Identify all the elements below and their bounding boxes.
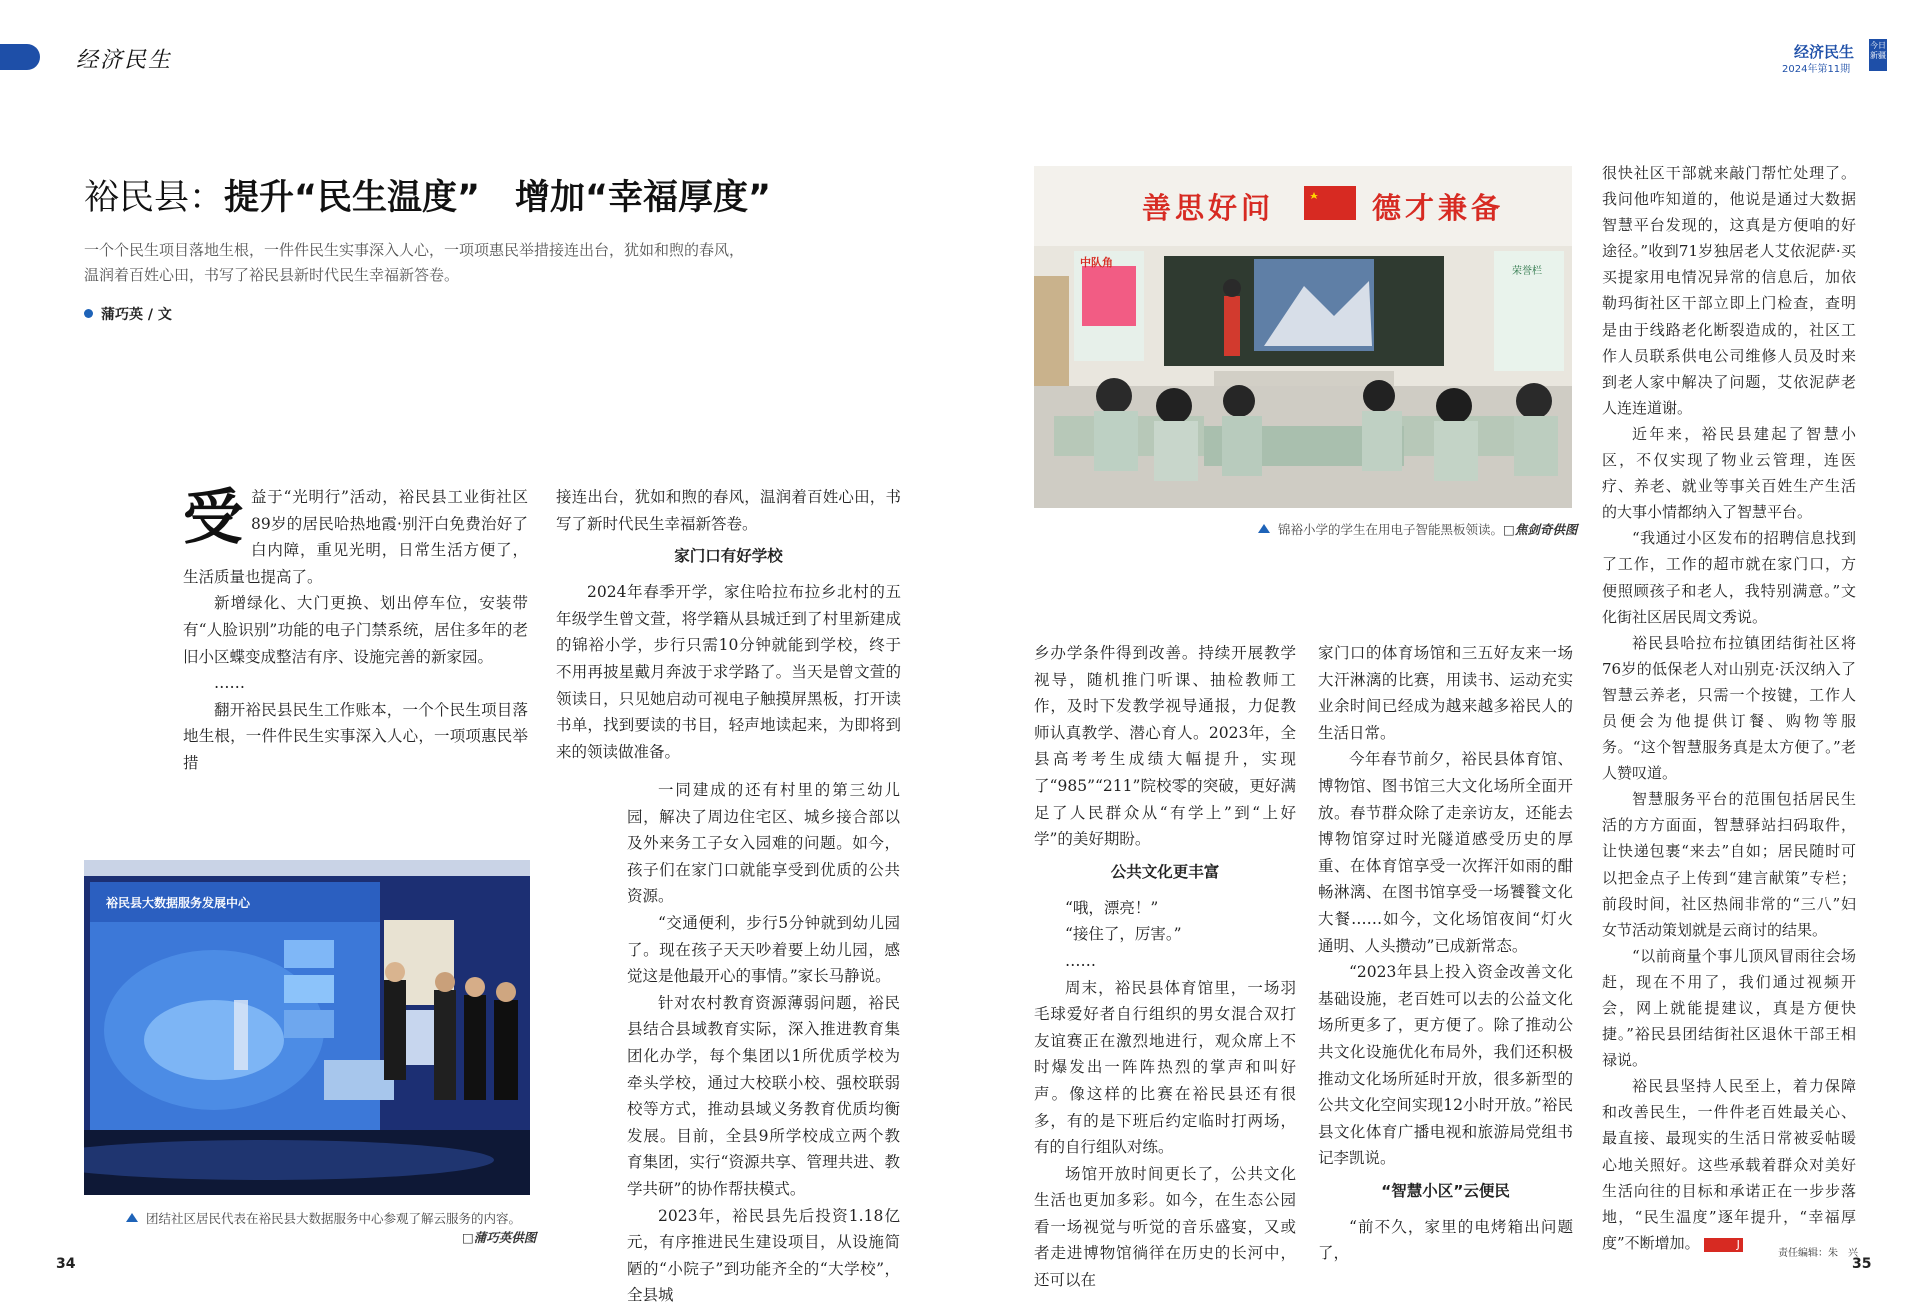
caption-marker-icon xyxy=(1258,524,1270,533)
dialog-line: “接住了，厉害。” xyxy=(1065,925,1182,944)
section-label: 经济民生 xyxy=(76,48,173,73)
subheading: “智慧小区”云便民 xyxy=(1381,1181,1510,1200)
article-lead: 一个个民生项目落地生根，一件件民生实事深入人心，一项项惠民举措接连出台，犹如和煦的春风，温润着百姓心田，书写了裕民县新时代民生幸福新答卷。 xyxy=(84,241,745,284)
paragraph: 翻开裕民县民生工作账本，一个个民生项目落地生根，一件件民生实事深入人心，一项项惠民举措 xyxy=(183,700,528,772)
column-3 xyxy=(627,777,900,1309)
caption-marker-icon xyxy=(126,1213,138,1222)
paragraph: 2024年春季开学，家住哈拉布拉乡北村的五年级学生曾文萱，将学籍从县城迁到了村里新建成的锦裕小学，步行只需10分钟就能到学校，终于不用再披星戴月奔波于求学路了。当天是曾文萱的领读日，只见她启动可视电子触摸屏黑板，打开读书单，找到要读的书目，轻声地读起来，为即将到来的领读做准备。 xyxy=(556,583,901,761)
paragraph: “我通过小区发布的招聘信息找到了工作，工作的超市就在家门口，方便照顾孩子和老人，我特别满意。”文化街社区居民周文秀说。 xyxy=(1602,529,1856,626)
paragraph: 一同建成的还有村里的第三幼儿园，解决了周边住宅区、城乡接合部以及外来务工子女入园难的问题。如今，孩子们在家门口就能享受到优质的公共资源。 xyxy=(627,781,900,906)
paragraph: 乡办学条件得到改善。持续开展教学视导，随机推门听课、抽检教师工作，及时下发教学视导通报，力促教师认真教学、潜心育人。2023年，全县高考考生成绩大幅提升，实现了“985”“211”院校零的突破，更好满足了人民群众从“有学上”到“上好学”的美好期盼。 xyxy=(1034,644,1296,849)
paragraph: “前不久，家里的电烤箱出问题了， xyxy=(1318,1217,1573,1263)
paragraph xyxy=(183,484,528,590)
paragraph: 接连出台，犹如和煦的春风，温润着百姓心田，书写了新时代民生幸福新答卷。 xyxy=(556,488,901,533)
paragraph: 裕民县哈拉布拉镇团结街社区将76岁的低保老人对山别克·沃汉纳入了智慧云养老，只需一个按键，工作人员便会为他提供订餐、购物等服务。“这个智慧服务真是太方便了。”老人赞叹道。 xyxy=(1602,633,1856,783)
column-4 xyxy=(1034,640,1296,1294)
photo2-credit: □蒲巧英供图 xyxy=(462,1230,537,1245)
dialog-line: “哦，漂亮！” xyxy=(1065,898,1159,917)
photo2-caption xyxy=(126,1209,536,1227)
paragraph: “2023年县上投入资金改善文化基础设施，老百姓可以去的公益文化场所更多了，更方便了。除了推动公共文化设施优化布局外，我们还积极推动文化场所延时开放，很多新型的公共文化空间实现12小时开放。”裕民县文化体育广播电视和旅游局党组书记李凯说。 xyxy=(1318,963,1573,1168)
banner-right: 德才兼备 xyxy=(1372,191,1505,225)
section-tab xyxy=(0,44,40,70)
brand-badge: 今日新疆 xyxy=(1869,39,1887,71)
paragraph: 新增绿化、大门更换、划出停车位，安装带有“人脸识别”功能的电子门禁系统，居住多年的老旧小区蝶变成整洁有序、设施完善的新家园。 xyxy=(183,594,528,666)
brand-name: 经济民生 xyxy=(1794,43,1855,61)
page-number-right: 35 xyxy=(1852,1256,1872,1272)
column-5 xyxy=(1318,640,1573,1267)
end-mark: J xyxy=(1704,1238,1743,1252)
board-right: 荣誉栏 xyxy=(1512,266,1542,277)
issue-number: 2024年第11期 xyxy=(1782,64,1851,75)
dialog-line: …… xyxy=(1065,951,1096,970)
subheading: 家门口有好学校 xyxy=(674,547,783,566)
column-2 xyxy=(556,484,901,765)
paragraph: “交通便利，步行5分钟就到幼儿园了。现在孩子天天吵着要上幼儿园，感觉这是他最开心的事情。”家长马静说。 xyxy=(627,913,900,986)
paragraph: 很快社区干部就来敲门帮忙处理了。我问他咋知道的，他说是通过大数据智慧平台发现的，这真是方便咱的好途径。”收到71岁独居老人艾依泥萨·买买提家用电情况异常的信息后，加依勒玛街社区干部立即上门检查，查明是由于线路老化断裂造成的，社区工作人员联系供电公司维修人员及时来到老人家中解决了问题，艾依泥萨老人连连道谢。 xyxy=(1602,164,1856,417)
drop-cap: 受 xyxy=(183,483,243,553)
paragraph: 近年来，裕民县建起了智慧小区，不仅实现了物业云管理，连医疗、养老、就业等事关百姓生产生活的大事小情都纳入了智慧平台。 xyxy=(1602,424,1856,522)
title-main: 提升“民生温度” 增加“幸福厚度” xyxy=(224,178,772,218)
article-title xyxy=(84,170,771,220)
title-prefix: 裕民县： xyxy=(84,178,225,218)
photo1-caption xyxy=(1258,520,1577,538)
paragraph-text: 益于“光明行”活动，裕民县工业街社区89岁的居民哈热地霞·别汗白免费治好了白内障，重见光明，日常生活方便了，生活质量也提高了。 xyxy=(183,488,528,586)
paragraph: 家门口的体育场馆和三五好友来一场大汗淋漓的比赛，用读书、运动充实业余时间已经成为越来越多裕民人的生活日常。 xyxy=(1318,644,1573,742)
editor-credit: 责任编辑：朱 兴 xyxy=(1778,1248,1858,1259)
subheading: 公共文化更丰富 xyxy=(1110,862,1220,881)
board-left: 中队角 xyxy=(1080,256,1113,269)
column-1 xyxy=(183,484,528,777)
author-line xyxy=(84,304,172,324)
author-name: 蒲巧英 / 文 xyxy=(101,307,172,323)
photo1-credit: □焦剑奇供图 xyxy=(1503,522,1578,537)
page-number-left: 34 xyxy=(56,1256,76,1272)
screen-title: 裕民县大数据服务发展中心 xyxy=(106,896,251,910)
bullet-dot xyxy=(84,309,93,318)
paragraph: 场馆开放时间更长了，公共文化生活也更加多彩。如今，在生态公园看一场视觉与听觉的音乐盛宴，又或者走进博物馆徜徉在历史的长河中，还可以在 xyxy=(1034,1164,1296,1290)
photo-classroom xyxy=(1034,166,1572,508)
column-6 xyxy=(1602,160,1856,1256)
paragraph: 周末，裕民县体育馆里，一场羽毛球爱好者自行组织的男女混合双打友谊赛正在激烈地进行，观众席上不时爆发出一阵阵热烈的掌声和叫好声。像这样的比赛在裕民县还有很多，有的是下班后约定临时打两场，有的自行组队对练。 xyxy=(1034,978,1296,1157)
paragraph: …… xyxy=(214,674,245,693)
paragraph: 智慧服务平台的范围包括居民生活的方方面面，智慧驿站扫码取件，让快递包裹“来去”自如；居民随时可以把金点子上传到“建言献策”专栏；前段时间，社区热闹非常的“三八”妇女节活动策划就是云商讨的结果。 xyxy=(1602,790,1856,939)
photo1-caption-text: 锦裕小学的学生在用电子智能黑板领读。 xyxy=(1278,522,1504,537)
photo-data-center xyxy=(84,860,530,1195)
paragraph: 2023年，裕民县先后投资1.18亿元，有序推进民生建设项目，从设施简陋的“小院子”到功能齐全的“大学校”，全县城 xyxy=(627,1206,900,1305)
paragraph-text: 裕民县坚持人民至上，着力保障和改善民生，一件件老百姓最关心、最直接、最现实的生活日常被妥帖暖心地关照好。这些承载着群众对美好生活向往的目标和承诺正在一步步落地，“民生温度”逐年提升，“幸福厚度”不断增加。 xyxy=(1602,1077,1856,1252)
paragraph xyxy=(1602,1073,1856,1256)
paragraph: 今年春节前夕，裕民县体育馆、博物馆、图书馆三大文化场所全面开放。春节群众除了走亲访友，还能去博物馆穿过时光隧道感受历史的厚重、在体育馆享受一次挥汗如雨的酣畅淋漓、在图书馆享受一场饕餮文化大餐……如今，文化场馆夜间“灯火通明、人头攒动”已成新常态。 xyxy=(1318,750,1573,955)
banner-left: 善思好问 xyxy=(1142,191,1275,225)
photo2-caption-text: 团结社区居民代表在裕民县大数据服务中心参观了解云服务的内容。 xyxy=(146,1211,522,1226)
paragraph: “以前商量个事儿顶风冒雨往会场赶，现在不用了，我们通过视频开会，网上就能提建议，真是方便快捷。”裕民县团结街社区退休干部王相禄说。 xyxy=(1602,946,1856,1070)
paragraph: 针对农村教育资源薄弱问题，裕民县结合县域教育实际，深入推进教育集团化办学，每个集团以1所优质学校为牵头学校，通过大校联小校、强校联弱校等方式，推动县域义务教育优质均衡发展。目前，全县9所学校成立两个教育集团，实行“资源共享、管理共进、教学共研”的协作帮扶模式。 xyxy=(627,993,900,1198)
